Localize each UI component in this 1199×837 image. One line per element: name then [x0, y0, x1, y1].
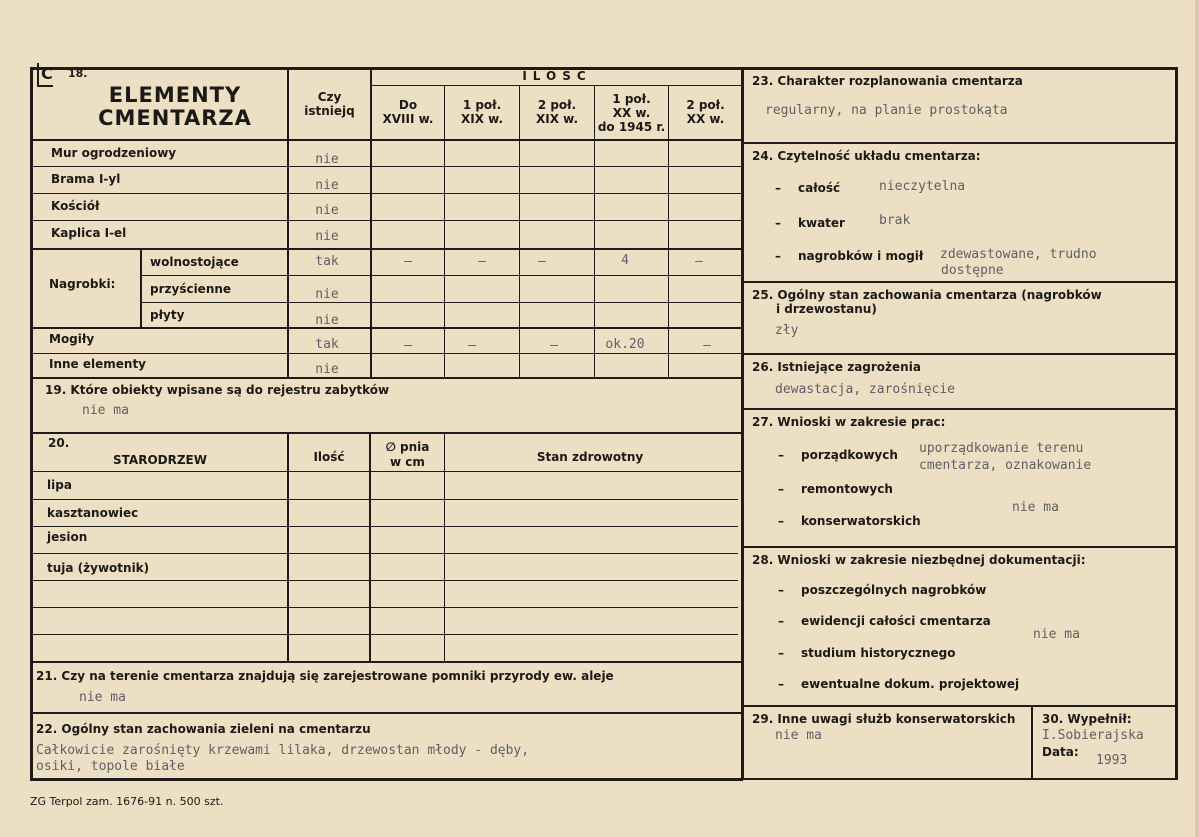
s18-h1	[33, 166, 743, 167]
row-exists-mur: nie	[315, 152, 339, 167]
s27-bottom	[743, 546, 1178, 548]
s19-label: 19. Które obiekty wpisane są do rejestru zabytków	[45, 383, 390, 397]
s18-ilosc-line	[371, 85, 743, 86]
s24-label: 24. Czytelność układu cmentarza:	[752, 149, 981, 163]
s28-item-3: studium historycznego	[801, 646, 956, 660]
s24-item-nagrobkow: nagrobków i mogił	[798, 249, 924, 263]
s20-h3	[33, 553, 738, 554]
s20-bottom	[30, 661, 743, 663]
s28-value: nie ma	[1033, 627, 1080, 642]
cell-wolno-p4: 4	[621, 253, 629, 268]
s18-h4	[33, 248, 743, 250]
s21-value: nie ma	[79, 690, 126, 705]
s28-item-2: ewidencji całości cmentarza	[801, 614, 991, 628]
s28-dash-3: –	[778, 646, 784, 660]
row-label-inne: Inne elementy	[49, 357, 147, 371]
row-label-przyscienne: przyścienne	[150, 282, 232, 296]
row-exists-wolnostojace: tak	[315, 254, 339, 269]
row-label-brama: Brama I-yl	[51, 172, 121, 186]
s28-dash-2: –	[778, 614, 784, 628]
row-exists-przyscienne: nie	[315, 287, 339, 302]
s28-item-4: ewentualne dokum. projektowej	[801, 677, 1020, 691]
row-label-kosciol: Kościół	[51, 199, 100, 213]
s29-v	[1031, 705, 1033, 780]
s21-label: 21. Czy na terenie cmentarza znajdują się zarejestrowane pomniki przyrody ew. aleje	[36, 669, 614, 683]
s20-number: 20.	[48, 436, 70, 450]
s27-dash-3: –	[778, 514, 784, 528]
s24-bottom	[743, 281, 1178, 283]
row-exists-brama: nie	[315, 178, 339, 193]
s20-h4	[33, 580, 738, 581]
period-1-line2: XVIII w.	[382, 112, 434, 126]
s30-name: I.Sobierajska	[1042, 728, 1144, 743]
row-exists-inne: nie	[315, 362, 339, 377]
frame-right	[1175, 67, 1178, 780]
s20-v-health	[444, 434, 445, 662]
s20-col-diam-line2: w cm	[390, 455, 425, 469]
s28-bottom	[743, 705, 1178, 707]
cell-wolno-p2: –	[478, 254, 486, 269]
cell-wolno-p5: –	[695, 254, 703, 269]
period-1-line1: Do	[398, 98, 418, 112]
period-5-line2: XX w.	[686, 112, 725, 126]
row-label-mur: Mur ogrodzeniowy	[51, 146, 177, 160]
s24-item-kwater: kwater	[798, 216, 845, 230]
print-footer: ZG Terpol zam. 1676-91 n. 500 szt.	[30, 795, 224, 808]
s20-h1	[33, 499, 738, 500]
row-label-plyty: płyty	[150, 308, 185, 322]
s27-item-remontowych: remontowych	[801, 482, 893, 496]
cell-wolno-p3: –	[538, 254, 546, 269]
period-2-line1: 1 poł.	[462, 98, 502, 112]
s26-bottom	[743, 408, 1178, 410]
s18-h7	[33, 327, 743, 329]
s25-label-line1: 25. Ogólny stan zachowania cmentarza (nagrobków	[752, 288, 1102, 302]
frame-left	[30, 67, 33, 780]
s24-dash-1: –	[775, 181, 781, 195]
s18-v-p4	[668, 86, 669, 379]
s18-h3	[33, 220, 743, 221]
row-exists-mogily: tak	[315, 337, 339, 352]
cell-mogily-p1: –	[404, 338, 412, 353]
s28-dash-4: –	[778, 677, 784, 691]
cell-mogily-p3: –	[550, 338, 558, 353]
s24-dash-3: –	[775, 249, 781, 263]
s28-dash-1: –	[778, 583, 784, 597]
s19-bottom	[30, 432, 743, 434]
frame-middle	[741, 67, 744, 780]
s27-item-porzadkowych: porządkowych	[801, 448, 898, 462]
s25-bottom	[743, 353, 1178, 355]
s27-dash-2: –	[778, 482, 784, 496]
tree-jesion: jesion	[47, 530, 88, 544]
s26-value: dewastacja, zarośnięcie	[775, 382, 956, 397]
s24-value-calosc: nieczytelna	[879, 179, 966, 194]
s27-label: 27. Wnioski w zakresie prac:	[752, 415, 946, 429]
s22-label: 22. Ogólny stan zachowania zieleni na cmentarzu	[36, 722, 371, 736]
s24-value-nagrobkow-2: dostępne	[941, 263, 1004, 278]
corner-letter: C	[41, 64, 53, 83]
s24-value-nagrobkow-1: zdewastowane, trudno	[940, 247, 1097, 262]
s23-label: 23. Charakter rozplanowania cmentarza	[752, 74, 1023, 88]
s30-date-label: Data:	[1042, 745, 1079, 759]
s20-col-species: STARODRZEW	[113, 453, 207, 467]
cell-wolno-p1: –	[404, 254, 412, 269]
period-4-line2: XX w.	[612, 106, 651, 120]
cell-mogily-p5: –	[703, 338, 711, 353]
row-label-wolnostojace: wolnostojące	[150, 255, 239, 269]
cell-mogily-p2: –	[468, 338, 476, 353]
s20-v-count	[287, 434, 289, 662]
s19-value: nie ma	[82, 403, 129, 418]
s20-h2	[33, 526, 738, 527]
frame-bottom-right	[743, 778, 1178, 780]
s23-value: regularny, na planie prostokąta	[765, 103, 1008, 118]
period-4-line1: 1 poł.	[612, 92, 651, 106]
tree-tuja: tuja (żywotnik)	[47, 561, 150, 575]
s24-value-kwater: brak	[879, 213, 911, 228]
s18-h8	[33, 353, 743, 354]
ilosc-header: ILOŚĆ	[522, 69, 592, 83]
s24-item-calosc: całość	[798, 181, 841, 195]
row-exists-kosciol: nie	[315, 203, 339, 218]
s20-col-health: Stan zdrowotny	[536, 450, 644, 464]
period-3-line1: 2 poł.	[537, 98, 577, 112]
s29-value: nie ma	[775, 728, 822, 743]
tree-lipa: lipa	[47, 478, 72, 492]
s20-col-diam-line1: ∅ pnia	[385, 440, 430, 454]
s25-label-line2: i drzewostanu)	[776, 302, 877, 316]
s18-title-line2: CMENTARZA	[98, 106, 252, 130]
tree-kasztanowiec: kasztanowiec	[47, 506, 139, 520]
s25-value: zły	[775, 323, 799, 338]
period-3-line2: XIX w.	[535, 112, 579, 126]
corner-letter-box	[37, 63, 57, 89]
s18-v-nagrobki	[140, 249, 142, 328]
s20-header-bottom	[33, 471, 743, 472]
s23-bottom	[743, 142, 1178, 144]
s18-v-p2	[519, 86, 520, 379]
s27-value-line3: nie ma	[1012, 500, 1059, 515]
s18-h6	[140, 302, 743, 303]
s24-dash-2: –	[775, 216, 781, 230]
s18-v-p1	[444, 86, 445, 379]
s18-bottom	[30, 377, 743, 379]
period-4-line3: do 1945 r.	[597, 120, 666, 134]
s28-label: 28. Wnioski w zakresie niezbędnej dokumentacji:	[752, 553, 1086, 567]
nagrobki-label: Nagrobki:	[49, 277, 116, 291]
s21-bottom	[30, 712, 743, 714]
s22-value-line2: osiki, topole białe	[36, 759, 185, 774]
s18-h2	[33, 193, 743, 194]
row-exists-plyty: nie	[315, 313, 339, 328]
row-exists-kaplica: nie	[315, 229, 339, 244]
period-2-line2: XIX w.	[460, 112, 504, 126]
s29-label: 29. Inne uwagi służb konserwatorskich	[752, 712, 1016, 726]
s27-value-line1: uporządkowanie terenu	[919, 441, 1084, 456]
s30-date: 1993	[1096, 753, 1128, 768]
s26-label: 26. Istniejące zagrożenia	[752, 360, 921, 374]
s20-h5	[33, 607, 738, 608]
s20-h6	[33, 634, 738, 635]
period-5-line1: 2 poł.	[686, 98, 725, 112]
col-exists-line2: istniejq	[304, 104, 355, 118]
s27-dash-1: –	[778, 448, 784, 462]
row-label-kaplica: Kaplica I-el	[51, 226, 127, 240]
s18-title-line1: ELEMENTY	[108, 83, 242, 107]
s18-h5	[140, 275, 743, 276]
row-label-mogily: Mogiły	[49, 332, 95, 346]
card-edge	[1195, 0, 1199, 837]
s28-item-1: poszczególnych nagrobków	[801, 583, 987, 597]
s30-label: 30. Wypełnił:	[1042, 712, 1132, 726]
s18-number: 18.	[68, 67, 88, 80]
s18-header-bottom	[30, 139, 743, 141]
s27-item-konserwatorskich: konserwatorskich	[801, 514, 921, 528]
s20-col-count: Ilość	[313, 450, 345, 464]
s27-value-line2: cmentarza, oznakowanie	[919, 458, 1092, 473]
frame-bottom-left	[30, 778, 743, 781]
col-exists-line1: Czy	[317, 90, 342, 104]
cell-mogily-p4: ok.20	[605, 337, 645, 352]
s22-value-line1: Całkowicie zarośnięty krzewami lilaka, drzewostan młody - dęby,	[36, 743, 530, 758]
